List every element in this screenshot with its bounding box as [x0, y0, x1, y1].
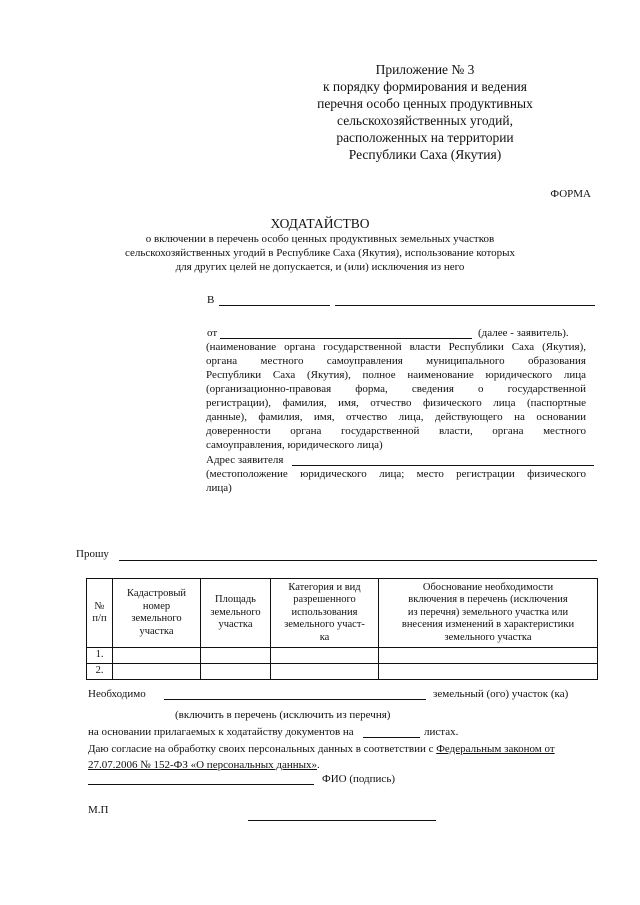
from-note-line-1: (наименование органа государственной власти Республики Саха (Якутия), — [206, 341, 586, 353]
to-field-2[interactable] — [335, 305, 595, 306]
appendix-line-2: к порядку формирования и ведения — [323, 79, 527, 94]
signature-label: ФИО (подпись) — [322, 773, 395, 785]
header-justification-line-4: внесения изменений в характеристики — [401, 619, 575, 631]
header-number-line-2: п/п — [92, 613, 107, 624]
table-cell-area[interactable] — [201, 664, 271, 680]
table-header-row — [87, 579, 598, 648]
header-cadastral-line-1: Кадастровый — [126, 588, 187, 599]
from-field[interactable] — [220, 338, 472, 339]
to-prefix: В — [207, 294, 215, 306]
header-area — [201, 579, 271, 648]
bottom-line[interactable] — [248, 820, 436, 821]
appendix-line-4: сельскохозяйственных угодий, — [337, 113, 513, 128]
address-note-line-1: (местоположение юридического лица; место регистрации физического — [206, 468, 586, 480]
from-note-line-4: (организационно-правовая форма, сведения о государственной — [206, 383, 586, 395]
from-suffix: (далее - заявитель). — [478, 327, 569, 339]
from-note-line-3: Республики Саха (Якутия), полное наименование юридического лица — [206, 369, 586, 381]
table-cell-category[interactable] — [271, 648, 379, 664]
table-cell-number: 2. — [87, 664, 113, 680]
header-justification-line-2: включения в перечень (исключения — [408, 594, 568, 606]
to-field-1[interactable] — [219, 305, 330, 306]
address-field[interactable] — [292, 465, 594, 466]
header-number-line-1: № — [94, 600, 105, 612]
consent-text — [88, 741, 593, 773]
sheets-count-field[interactable] — [363, 737, 420, 738]
consent-text-end: . — [317, 759, 320, 771]
federal-law-link[interactable]: Федеральным законом от 27.07.2006 № 152-ФЗ «О персональных данных» — [88, 743, 555, 771]
from-note-line-2: органа местного самоуправления муниципального образования — [206, 355, 586, 367]
header-cadastral-line-4: участка — [139, 625, 174, 637]
appendix-line-5: расположенных на территории — [336, 130, 514, 145]
form-label: ФОРМА — [550, 188, 591, 200]
header-justification — [379, 579, 598, 648]
request-field[interactable] — [119, 560, 597, 561]
signature-field[interactable] — [88, 784, 314, 785]
table-row — [87, 648, 598, 664]
table-cell-justification[interactable] — [379, 648, 598, 664]
necessary-field[interactable] — [164, 699, 426, 700]
from-note-line-7: доверенности органа государственной власти, органа местного — [206, 425, 586, 437]
header-category-line-1: Категория и вид — [288, 581, 361, 593]
basis-suffix: листах. — [424, 726, 459, 738]
table-cell-cadastral[interactable] — [113, 648, 201, 664]
header-number — [87, 579, 113, 648]
table-cell-cadastral[interactable] — [113, 664, 201, 680]
stamp-label: М.П — [88, 804, 109, 816]
appendix-line-1: Приложение № 3 — [375, 62, 475, 77]
address-note-line-2: лица) — [206, 482, 232, 494]
header-justification-line-5: земельного участка — [444, 631, 532, 643]
header-cadastral — [113, 579, 201, 648]
table-cell-area[interactable] — [201, 648, 271, 664]
consent-text-main: Даю согласие на обработку своих персональных данных в соответствии с — [88, 743, 434, 755]
header-category-line-5: ка — [319, 631, 330, 643]
table-cell-justification[interactable] — [379, 664, 598, 680]
header-area-line-1: Площадь — [215, 594, 256, 606]
header-area-line-3: участка — [218, 619, 253, 631]
header-justification-line-3: из перечня) земельного участка или — [407, 606, 569, 618]
from-note-line-6: данные), фамилия, имя, отчество лица, действующего на основании — [206, 411, 586, 423]
header-category-line-3: использования — [291, 606, 358, 618]
request-label: Прошу — [76, 548, 109, 560]
table-cell-category[interactable] — [271, 664, 379, 680]
header-cadastral-line-2: номер — [142, 600, 171, 612]
subtitle-line-1: о включении в перечень особо ценных продуктивных земельных участков — [145, 233, 495, 245]
necessary-prefix: Необходимо — [88, 688, 146, 700]
document-title: ХОДАТАЙСТВО — [270, 216, 370, 231]
necessary-suffix: земельный (ого) участок (ка) — [433, 688, 569, 700]
header-category-line-2: разрешенного — [293, 594, 356, 606]
basis-prefix: на основании прилагаемых к ходатайству документов на — [88, 726, 354, 738]
address-label: Адрес заявителя — [206, 454, 284, 466]
necessary-hint: (включить в перечень (исключить из перечня) — [175, 709, 391, 721]
appendix-line-3: перечня особо ценных продуктивных — [317, 96, 533, 111]
header-category-line-4: земельного участ- — [284, 619, 365, 631]
header-area-line-2: земельного — [210, 606, 261, 618]
from-note-line-8: самоуправления, юридического лица) — [206, 439, 383, 451]
from-note-line-5: регистрации), фамилия, имя, отчество физического лица (паспортные — [206, 397, 586, 409]
table-row — [87, 664, 598, 680]
header-cadastral-line-3: земельного — [131, 613, 182, 624]
header-justification-line-1: Обоснование необходимости — [422, 581, 554, 593]
from-prefix: от — [207, 327, 218, 339]
subtitle-line-2: сельскохозяйственных угодий в Республике Саха (Якутия), использование которых — [124, 247, 516, 259]
appendix-line-6: Республики Саха (Якутия) — [348, 147, 502, 162]
header-category — [271, 579, 379, 648]
subtitle-line-3: для других целей не допускается, и (или) исключения из него — [175, 261, 465, 273]
table-cell-number: 1. — [87, 648, 113, 664]
parcels-table — [86, 578, 598, 680]
